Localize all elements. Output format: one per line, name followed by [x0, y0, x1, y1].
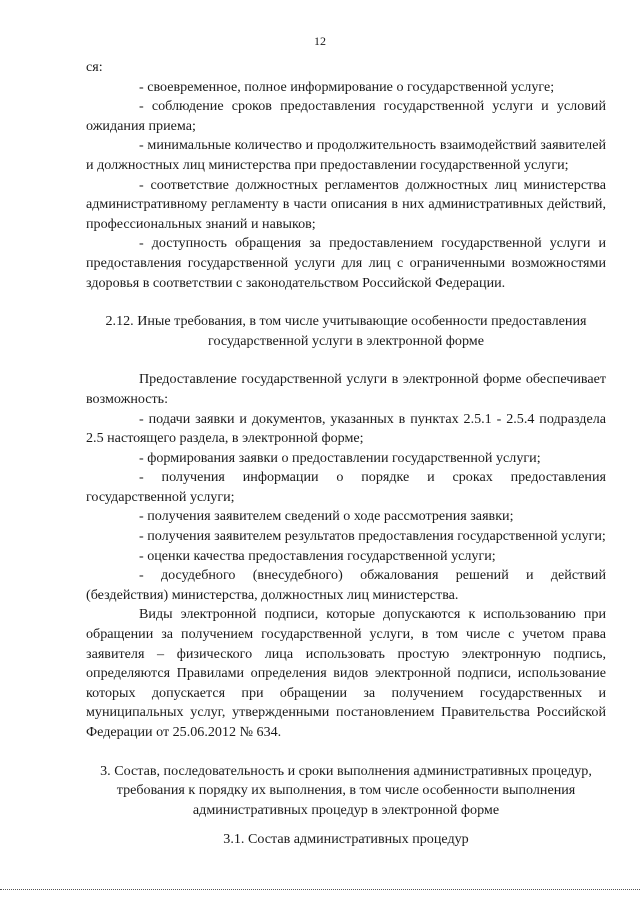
list-item-appeal: - досудебного (внесудебного) обжалования решений и действий (бездействия) министерства, должностных лиц министерства. — [86, 567, 606, 603]
list-item-interactions: - минимальные количество и продолжительность взаимодействий заявителей и должностных лиц министерства при предоставлении государственной услуги; — [86, 137, 606, 173]
page-number: 12 — [314, 34, 326, 48]
list-item-quality: - оценки качества предоставления государственной услуги; — [139, 547, 496, 564]
list-item-deadlines: - соблюдение сроков предоставления государственной услуги и условий ожидания приема; — [86, 98, 606, 134]
paragraph-electronic-intro: Предоставление государственной услуги в электронной форме обеспечивает возможность: — [86, 371, 606, 407]
section-heading-2-12: 2.12. Иные требования, в том числе учитывающие особенности предоставления государственной услуги в электронной форме — [105, 313, 587, 349]
bottom-divider — [0, 889, 640, 890]
list-item-results: - получения заявителем результатов предоставления государственной услуги; — [139, 528, 606, 545]
list-item-informing: - своевременное, полное информирование о государственной услуге; — [139, 78, 555, 95]
paragraph-continuation: ся: — [86, 59, 103, 75]
list-item-submission: - подачи заявки и документов, указанных в пунктах 2.5.1 - 2.5.4 подраздела 2.5 настоящего раздела, в электронной форме; — [86, 410, 606, 447]
list-item-accessibility: - доступность обращения за предоставлением государственной услуги и предоставления государственной услуги для лиц с ограниченными возможностями здоровья в соответствии с законодательством Российской Федерации. — [86, 235, 606, 291]
section-heading-3: 3. Состав, последовательность и сроки выполнения административных процедур, требования к порядку их выполнения, в том числе особенности выполнения административных процедур в электронной форме — [100, 762, 592, 818]
list-item-info-procedure: - получения информации о порядке и сроках предоставления государственной услуги; — [86, 469, 606, 505]
paragraph-e-signature: Виды электронной подписи, которые допускаются к использованию при обращении за получением государственной услуги, в том числе с учетом права заявителя – физического лица использовать простую электронную подпись, определяются Правилами определения видов электронной подписи, использование которых допускается при обращении за получением государственных и муниципальных услуг, утвержденными постановлением Правительства Российской Федерации от 25.06.2012 № 634. — [86, 606, 606, 740]
list-item-forming-request: - формирования заявки о предоставлении государственной услуги; — [139, 449, 541, 466]
list-item-regulations: - соответствие должностных регламентов должностных лиц министерства административному регламенту в части описания в них административных действий, профессиональных знаний и навыков; — [86, 176, 606, 232]
document-body — [86, 58, 606, 850]
section-heading-3-1: 3.1. Состав административных процедур — [223, 831, 469, 848]
list-item-progress: - получения заявителем сведений о ходе рассмотрения заявки; — [139, 508, 514, 525]
